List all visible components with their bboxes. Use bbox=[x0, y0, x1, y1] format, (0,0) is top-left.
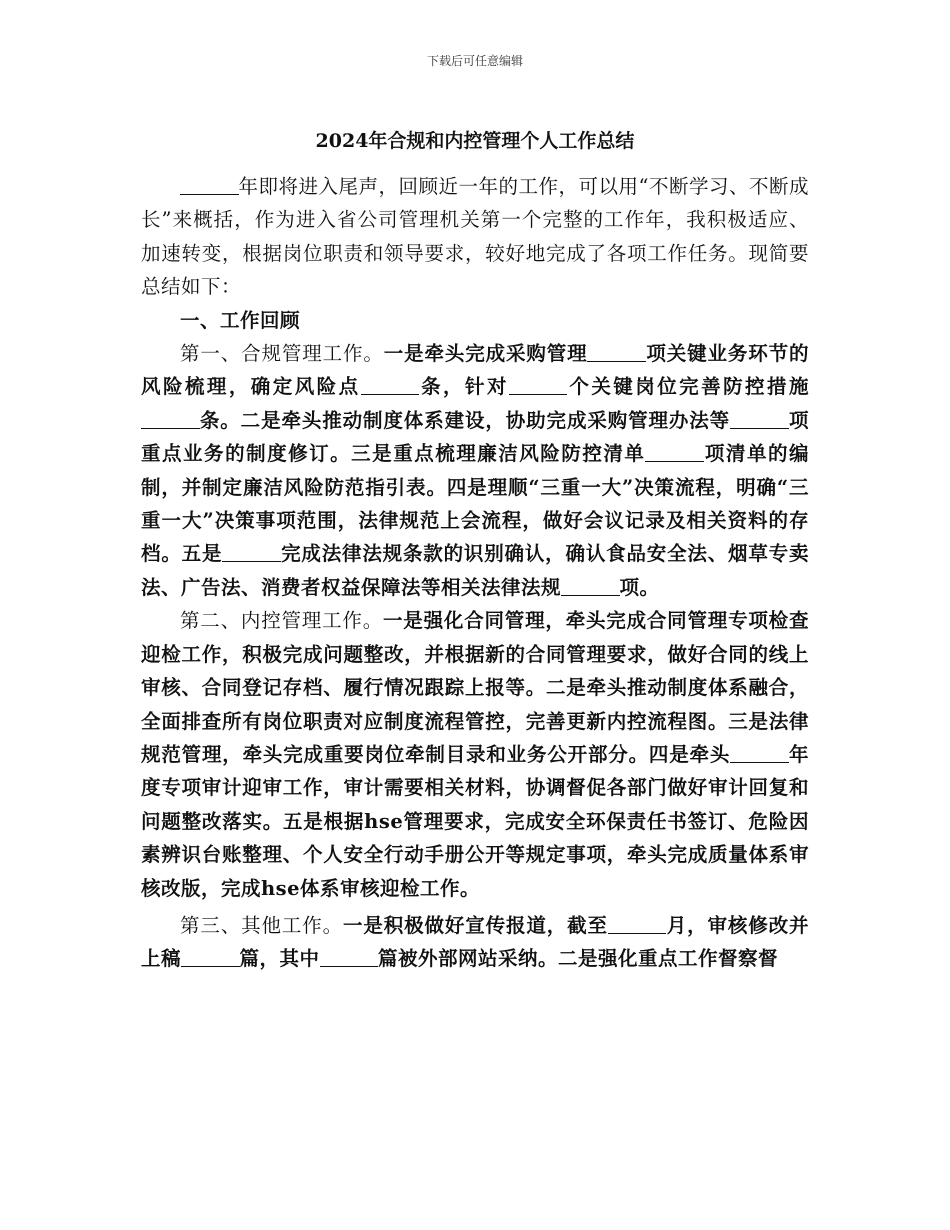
paragraph-text: 完成法律法规条款的识别确认，确认食品安全法、烟草专卖法、广告法、消费者权益保障法等相关法律法规 bbox=[141, 542, 809, 599]
fill-blank bbox=[730, 742, 789, 763]
intro-text: 年即将进入尾声，回顾近一年的工作，可以用“不断学习、不断成长”来概括，作为进入省公司管理机关第一个完整的工作年，我积极适应、加速转变，根据岗位职责和领导要求，较好地完成了各项工作任务。现简要总结如下： bbox=[141, 175, 809, 299]
intro-paragraph bbox=[141, 170, 809, 304]
fill-blank bbox=[180, 175, 239, 196]
header-note: 下载后可任意编辑 bbox=[426, 54, 523, 68]
fill-blank bbox=[645, 442, 704, 463]
paragraph-text: 项。 bbox=[619, 575, 660, 599]
paragraph-internal-control bbox=[141, 604, 809, 905]
paragraph-text: 项清单的编制，并制定廉洁风险防范指引表。四是理顺“三重一大”决策流程，明确“三重一大”决策事项范围，法律规范上会流程，做好会议记录及相关资料的存档。五是 bbox=[141, 442, 809, 566]
paragraph-text: 项关键业务环节的风险梳理，确定风险点 bbox=[141, 342, 809, 399]
paragraph-text: 月，审核修改并上稿 bbox=[141, 913, 809, 971]
paragraph-text: 项重点业务的制度修订。三是重点梳理廉洁风险防控清单 bbox=[141, 408, 809, 466]
paragraph-other-work bbox=[141, 909, 809, 976]
paragraph-lead: 第一、合规管理工作。 bbox=[180, 342, 384, 366]
paragraph-text: 篇被外部网站采纳。二是强化重点工作督察督 bbox=[378, 947, 779, 971]
fill-blank bbox=[509, 375, 568, 396]
fill-blank bbox=[608, 913, 667, 934]
paragraph-lead: 第二、内控管理工作。 bbox=[180, 609, 383, 633]
fill-blank bbox=[361, 375, 420, 396]
fill-blank bbox=[730, 408, 789, 429]
document-title: 2024年合规和内控管理个人工作总结 bbox=[315, 130, 635, 152]
paragraph-text: 年度专项审计迎审工作，审计需要相关材料，协调督促各部门做好审计回复和问题整改落实。五是根据hse管理要求，完成安全环保责任书签订、危险因素辨识台账整理、个人安全行动手册公开等规定事项，牵头完成质量体系审核改版，完成hse体系审核迎检工作。 bbox=[141, 742, 809, 900]
fill-blank bbox=[587, 342, 646, 363]
fill-blank bbox=[320, 947, 379, 968]
fill-blank bbox=[222, 542, 281, 563]
paragraph-text: 一是积极做好宣传报道，截至 bbox=[343, 913, 608, 937]
paragraph-text: 篇，其中 bbox=[239, 947, 320, 971]
paragraph-lead: 第三、其他工作。 bbox=[180, 913, 343, 937]
paragraph-compliance bbox=[141, 337, 809, 604]
section-heading: 一、工作回顾 bbox=[180, 308, 301, 332]
paragraph-text: 个关键岗位完善防控措施 bbox=[567, 375, 809, 399]
paragraph-text: 一是强化合同管理，牵头完成合同管理专项检查迎检工作，积极完成问题整改，并根据新的合同管理要求，做好合同的线上审核、合同登记存档、履行情况跟踪上报等。二是牵头推动制度体系融合，全面排查所有岗位职责对应制度流程管控，完善更新内控流程图。三是法律规范管理，牵头完成重要岗位牵制目录和业务公开部分。四是牵头 bbox=[141, 609, 809, 766]
fill-blank bbox=[561, 575, 620, 596]
paragraph-text: 一是牵头完成采购管理 bbox=[383, 342, 588, 366]
fill-blank bbox=[181, 947, 240, 968]
paragraph-text: 条。二是牵头推动制度体系建设，协助完成采购管理办法等 bbox=[199, 408, 731, 432]
paragraph-text: 条，针对 bbox=[419, 375, 509, 399]
document-body bbox=[141, 170, 809, 976]
fill-blank bbox=[141, 408, 200, 429]
